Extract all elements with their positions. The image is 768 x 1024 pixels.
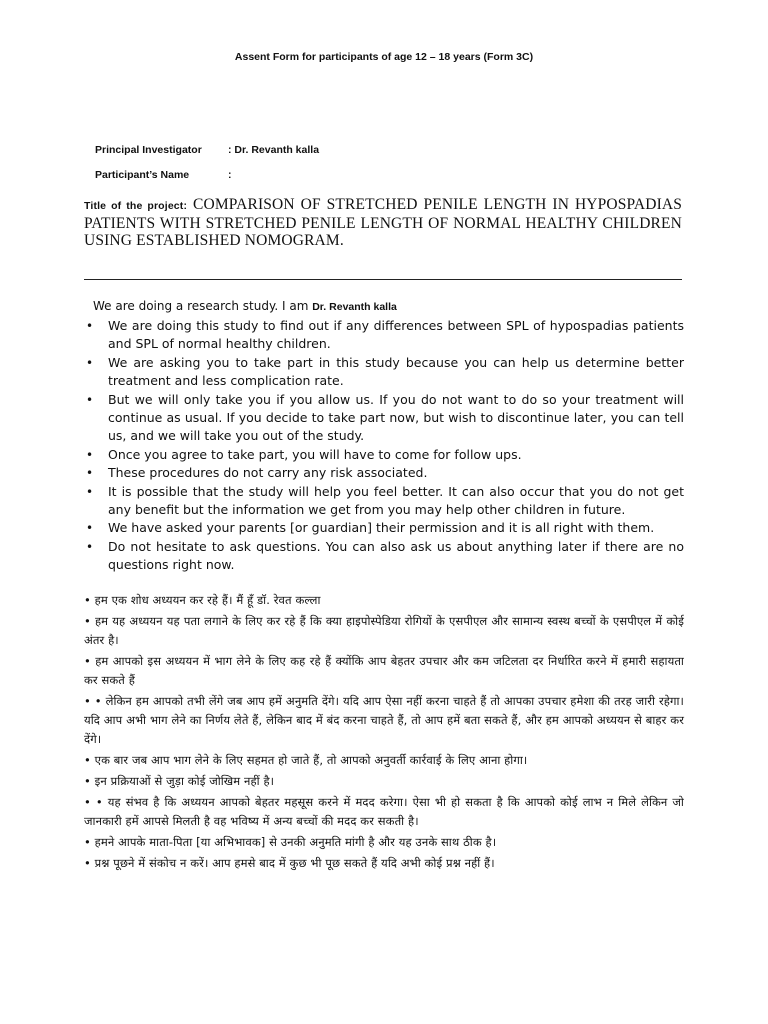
bullet-item: • We are asking you to take part in this study because you can help us determine better treatment and less complication rate. (86, 354, 684, 389)
hindi-bullet-list (84, 591, 684, 875)
hindi-item: • हम आपको इस अध्ययन में भाग लेने के लिए कह रहे हैं क्योंकि आप बेहतर उपचार और कम जटिलता दर निर्धारित करने में हमारी सहायता कर सकते हैं (84, 654, 684, 687)
bullet-item: • Do not hesitate to ask questions. You can also ask us about anything later if there are no questions right now. (86, 538, 684, 573)
intro-line (93, 299, 397, 313)
hindi-item: • हमने आपके माता-पिता [या अभिभावक] से उनकी अनुमति मांगी है और यह उनके साथ ठीक है। (84, 835, 497, 849)
hindi-item: • इन प्रक्रियाओं से जुड़ा कोई जोखिम नहीं है। (84, 774, 275, 788)
project-title-label: Title of the project: (84, 200, 188, 212)
hindi-item: • • यह संभव है कि अध्ययन आपको बेहतर महसूस करने में मदद करेगा। ऐसा भी हो सकता है कि आपको कोई लाभ न मिले लेकिन जो जानकारी हमें आपसे मिलती है वह भविष्य में अन्य बच्चों की मदद कर सकती है। (84, 795, 684, 828)
bullet-item: • We have asked your parents [or guardian] their permission and it is all right with them. (84, 519, 684, 537)
hindi-item: • हम यह अध्ययन यह पता लगाने के लिए कर रहे हैं कि क्या हाइपोस्पेडिया रोगियों के एसपीएल और सामान्य स्वस्थ बच्चों के एसपीएल में कोई अंतर है। (84, 614, 684, 647)
participant-label: Participant’s Name (95, 169, 190, 181)
hindi-item: • हम एक शोध अध्ययन कर रहे हैं। मैं हूँ डॉ. रेवत कल्ला (84, 593, 321, 607)
bullet-dot: • (86, 539, 94, 554)
intro-investigator-name: Dr. Revanth kalla (312, 301, 397, 313)
form-title: Assent Form for participants of age 12 – 18 years (Form 3C) (234, 51, 534, 63)
bullet-dot: • (86, 484, 94, 499)
hindi-item: • प्रश्न पूछने में संकोच न करें। आप हमसे बाद में कुछ भी पूछ सकते हैं यदि अभी कोई प्रश्न नहीं हैं। (84, 856, 495, 870)
divider (84, 279, 682, 280)
intro-text: We are doing a research study. I am (93, 299, 313, 313)
bullet-dot: • (86, 521, 94, 536)
project-title: COMPARISON OF STRETCHED PENILE LENGTH IN HYPOSPADIAS PATIENTS WITH STRETCHED PENILE LENGTH OF NORMAL HEALTHY CHILDREN USING ESTABLISHED NOMOGRAM. (84, 196, 682, 249)
bullet-dot: • (86, 447, 94, 462)
bullet-item: • We are doing this study to find out if any differences between SPL of hypospadias patients and SPL of normal healthy children. (86, 318, 684, 352)
hindi-item: • एक बार जब आप भाग लेने के लिए सहमत हो जाते हैं, तो आपको अनुवर्ती कार्रवाई के लिए आना होगा। (84, 753, 528, 767)
participant-row (95, 169, 232, 181)
english-bullet-list (84, 317, 684, 575)
bullet-item: • These procedures do not carry any risk associated. (84, 464, 684, 482)
investigator-label: Principal Investigator (95, 144, 202, 156)
investigator-value: : Dr. Revanth kalla (228, 144, 320, 156)
bullet-dot: • (86, 392, 94, 407)
bullet-dot: • (86, 466, 94, 481)
participant-value: : (228, 169, 232, 181)
bullet-item: • It is possible that the study will help you feel better. It can also occur that you do not get any benefit but the information we get from you may help other children in future. (86, 483, 684, 518)
project-title-block (84, 196, 682, 249)
bullet-dot: • (86, 355, 94, 370)
bullet-item: • Once you agree to take part, you will have to come for follow ups. (84, 446, 684, 464)
investigator-row (95, 144, 319, 156)
bullet-item: • But we will only take you if you allow us. If you do not want to do so your treatment will continue as usual. If you decide to take part now, but wish to discontinue later, you can tell us, and we will take you out of the study. (86, 391, 684, 444)
bullet-dot: • (86, 319, 94, 333)
hindi-item: • • लेकिन हम आपको तभी लेंगे जब आप हमें अनुमति देंगे। यदि आप ऐसा नहीं करना चाहते हैं तो आपका उपचार हमेशा की तरह जारी रहेगा। यदि आप अभी भाग लेने का निर्णय लेते हैं, लेकिन बाद में बंद करना चाहते हैं, तो आप हमें बता सकते हैं, और हम आपको अध्ययन से बाहर कर देंगे। (84, 694, 684, 746)
